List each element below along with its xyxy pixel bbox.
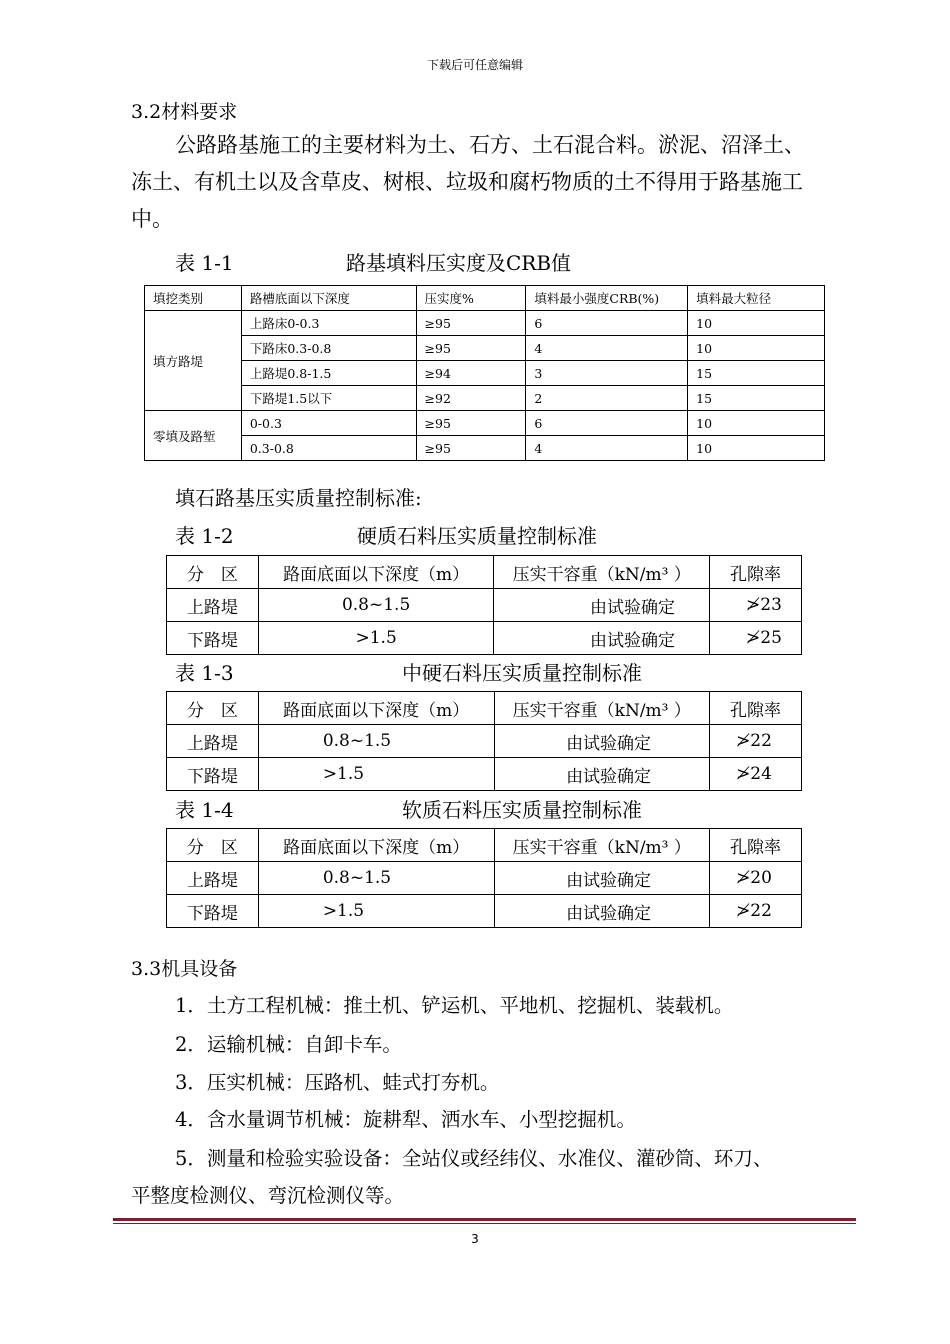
table2-header-cell: 路面底面以下深度（m） <box>258 556 494 589</box>
table3-header-cell: 分 区 <box>167 692 259 725</box>
table1-category-cell: 填方路堤 <box>145 311 242 411</box>
table1 <box>144 285 825 461</box>
table2-cell: 由试验确定 <box>494 589 710 622</box>
list-item: 3．压实机械：压路机、蛙式打夯机。 <box>175 1071 500 1094</box>
section-3-3-title: 3.3机具设备 <box>131 958 238 980</box>
table3-cell: 由试验确定 <box>494 758 710 791</box>
table2-cell: 由试验确定 <box>494 622 710 655</box>
table1-header-cell: 压实度% <box>416 286 526 311</box>
table4-header-cell: 孔隙率 <box>710 829 802 862</box>
table1-category-cell: 零填及路堑 <box>145 411 242 461</box>
section-3-2-title: 3.2材料要求 <box>131 101 238 123</box>
table1-header-cell: 填挖类别 <box>145 286 242 311</box>
table1-header-cell: 填料最小强度CRB(%) <box>526 286 688 311</box>
table1-title: 路基填料压实度及CRB值 <box>346 251 572 275</box>
table4-cell: 0.8~1.5 <box>258 862 494 895</box>
table2-cell: >1.5 <box>258 622 494 655</box>
table1-cell: 4 <box>526 336 688 361</box>
table1-cell: 6 <box>526 311 688 336</box>
table-row <box>145 361 825 386</box>
table1-cell: ≥95 <box>416 311 526 336</box>
table1-cell: 上路床0-0.3 <box>241 311 416 336</box>
table2-cell: ≯23 <box>710 589 802 622</box>
table1-cell: 下路床0.3-0.8 <box>241 336 416 361</box>
table3-title: 中硬石料压实质量控制标准 <box>402 661 642 685</box>
table-row <box>145 411 825 436</box>
table3-cell: ≯24 <box>710 758 802 791</box>
list-item: 2．运输机械：自卸卡车。 <box>175 1033 402 1056</box>
table2-cell: ≯25 <box>710 622 802 655</box>
table3 <box>166 691 802 791</box>
table1-cell: 下路堤1.5以下 <box>241 386 416 411</box>
list-item: 5．测量和检验实验设备：全站仪或经纬仪、水准仪、灌砂筒、环刀、 <box>175 1147 773 1170</box>
table-row <box>167 589 802 622</box>
section-3-2-para-line-1: 公路路基施工的主要材料为土、石方、土石混合料。淤泥、沼泽土、 <box>175 133 805 157</box>
list-item-continuation: 平整度检测仪、弯沉检测仪等。 <box>131 1184 405 1207</box>
table2-cell: 上路堤 <box>167 589 259 622</box>
table4-cell: ≯20 <box>710 862 802 895</box>
table1-label: 表 1-1 <box>175 251 234 275</box>
header-note: 下载后可任意编辑 <box>426 58 523 72</box>
table1-cell: 15 <box>688 386 825 411</box>
table2-title: 硬质石料压实质量控制标准 <box>357 524 597 548</box>
table1-cell: 10 <box>688 411 825 436</box>
table3-cell: 0.8~1.5 <box>258 725 494 758</box>
table1-cell: ≥95 <box>416 411 526 436</box>
table-row <box>145 386 825 411</box>
table3-cell: 由试验确定 <box>494 725 710 758</box>
table3-header-cell: 路面底面以下深度（m） <box>258 692 494 725</box>
table3-cell: ≯22 <box>710 725 802 758</box>
table4-header-cell: 分 区 <box>167 829 259 862</box>
table4-cell: 由试验确定 <box>494 862 710 895</box>
table3-cell: >1.5 <box>258 758 494 791</box>
table2-header-cell: 孔隙率 <box>710 556 802 589</box>
fill-stone-heading: 填石路基压实质量控制标准: <box>175 486 422 510</box>
table1-header-cell: 填料最大粒径 <box>688 286 825 311</box>
table2-header-cell: 分 区 <box>167 556 259 589</box>
table4-title: 软质石料压实质量控制标准 <box>402 798 642 822</box>
table-row <box>167 895 802 928</box>
list-item: 1．土方工程机械：推土机、铲运机、平地机、挖掘机、装载机。 <box>175 994 734 1017</box>
table-row <box>145 336 825 361</box>
table4 <box>166 828 802 928</box>
section-3-2-para-line-3: 中。 <box>131 207 173 231</box>
table-row <box>145 436 825 461</box>
table1-cell: ≥95 <box>416 336 526 361</box>
table3-label: 表 1-3 <box>175 661 234 685</box>
table4-header-cell: 压实干容重（kN/m³ ） <box>494 829 710 862</box>
table1-cell: 6 <box>526 411 688 436</box>
footer-rule-thin <box>113 1223 856 1224</box>
table4-cell: >1.5 <box>258 895 494 928</box>
table4-label: 表 1-4 <box>175 798 234 822</box>
table4-header-row <box>167 829 802 862</box>
table3-header-cell: 孔隙率 <box>710 692 802 725</box>
list-item: 4．含水量调节机械：旋耕犁、洒水车、小型挖掘机。 <box>175 1108 636 1131</box>
table1-header-cell: 路槽底面以下深度 <box>241 286 416 311</box>
table1-cell: ≥95 <box>416 436 526 461</box>
table1-cell: 2 <box>526 386 688 411</box>
table1-cell: 0-0.3 <box>241 411 416 436</box>
table4-cell: 下路堤 <box>167 895 259 928</box>
table2-cell: 下路堤 <box>167 622 259 655</box>
table3-header-cell: 压实干容重（kN/m³ ） <box>494 692 710 725</box>
table2-header-cell: 压实干容重（kN/m³ ） <box>494 556 710 589</box>
table2-cell: 0.8~1.5 <box>258 589 494 622</box>
table-row <box>167 725 802 758</box>
table4-cell: 由试验确定 <box>494 895 710 928</box>
table1-cell: ≥94 <box>416 361 526 386</box>
table2-header-row <box>167 556 802 589</box>
table-row <box>145 311 825 336</box>
table4-header-cell: 路面底面以下深度（m） <box>258 829 494 862</box>
page-number: 3 <box>471 1232 479 1246</box>
table-row <box>167 862 802 895</box>
table1-cell: 4 <box>526 436 688 461</box>
table1-cell: 0.3-0.8 <box>241 436 416 461</box>
table2-label: 表 1-2 <box>175 524 234 548</box>
table1-cell: 15 <box>688 361 825 386</box>
footer-rule <box>113 1218 856 1221</box>
table4-cell: ≯22 <box>710 895 802 928</box>
table1-header-row <box>145 286 825 311</box>
table1-cell: 10 <box>688 436 825 461</box>
table1-cell: ≥92 <box>416 386 526 411</box>
table3-cell: 上路堤 <box>167 725 259 758</box>
table3-cell: 下路堤 <box>167 758 259 791</box>
table1-cell: 10 <box>688 311 825 336</box>
table2 <box>166 555 802 655</box>
table1-cell: 上路堤0.8-1.5 <box>241 361 416 386</box>
table1-cell: 3 <box>526 361 688 386</box>
table-row <box>167 622 802 655</box>
table1-cell: 10 <box>688 336 825 361</box>
section-3-2-para-line-2: 冻土、有机土以及含草皮、树根、垃圾和腐朽物质的土不得用于路基施工 <box>131 170 803 194</box>
table-row <box>167 758 802 791</box>
table4-cell: 上路堤 <box>167 862 259 895</box>
table3-header-row <box>167 692 802 725</box>
